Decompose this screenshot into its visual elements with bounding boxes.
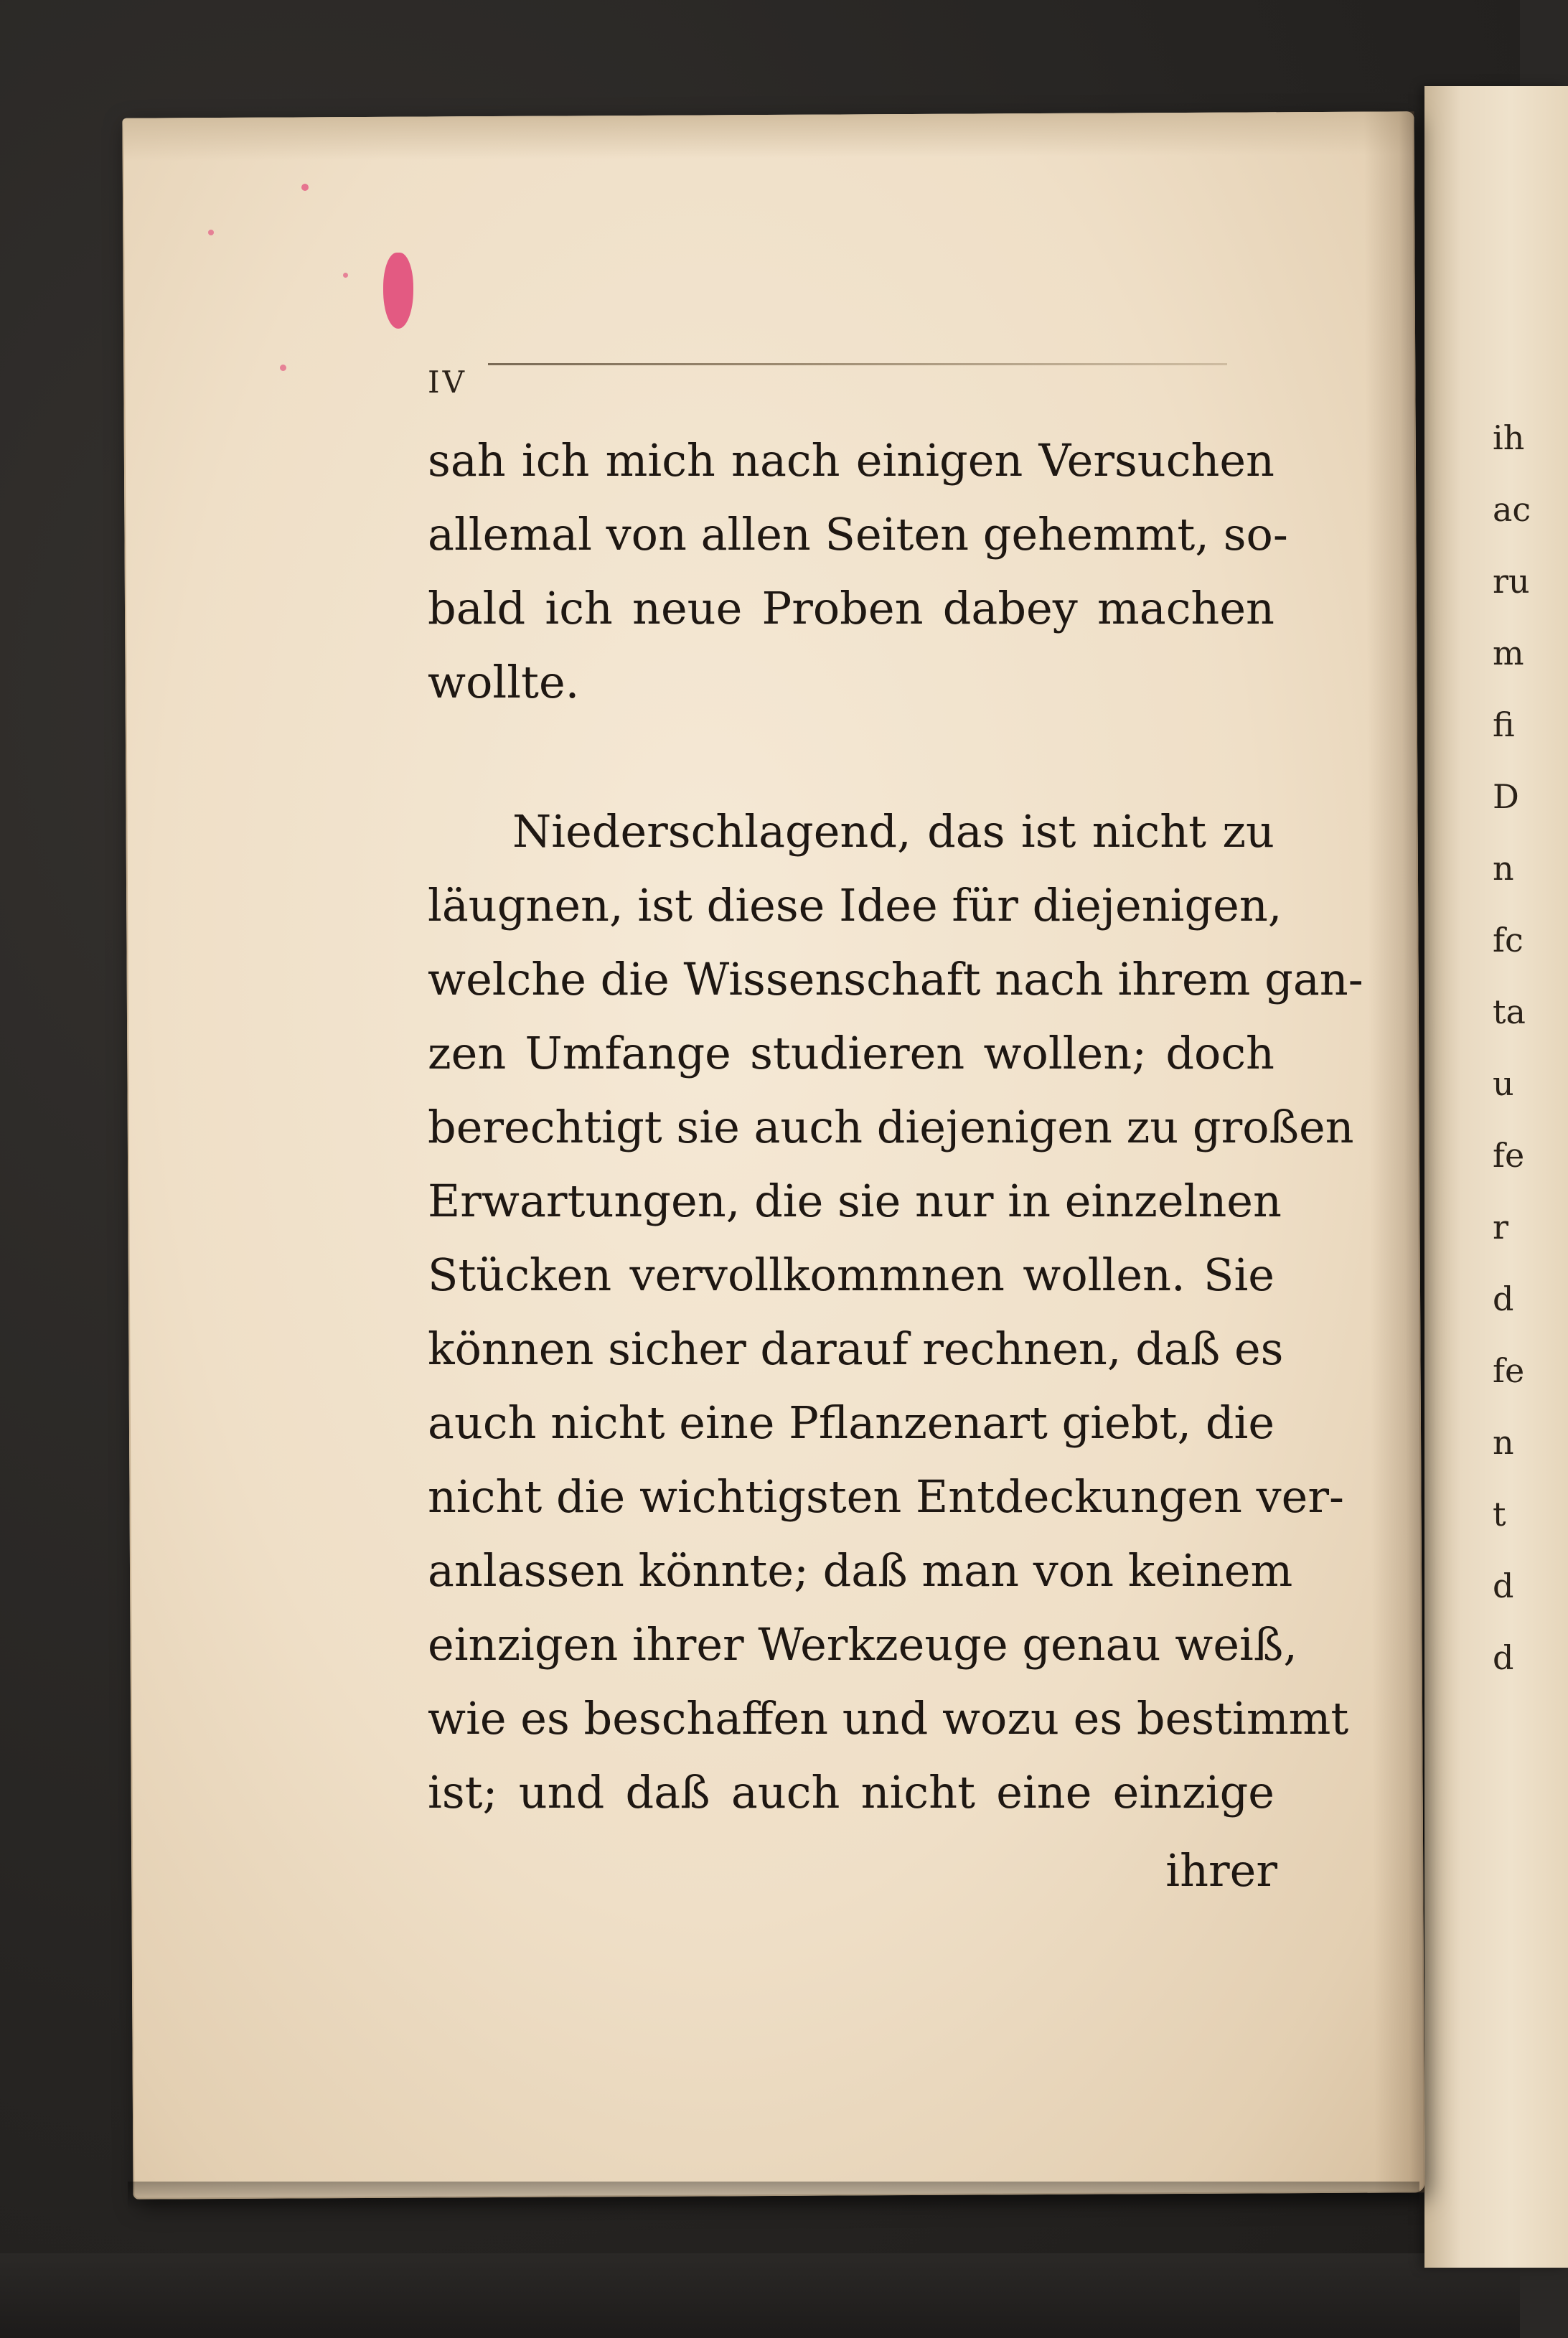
dark-cloth-background [0,2253,1520,2338]
text-line: sah ich mich nach einigen Versuchen [428,434,1274,487]
text-line: Niederschlagend, das ist nicht zu [512,805,1274,858]
paragraph-gap [428,719,1274,794]
facing-letter: fc [1493,921,1524,959]
text-line: einzigen ihrer Werkzeuge genau weiß, [428,1618,1297,1671]
text-line: bald ich neue Proben dabey machen [428,582,1274,634]
text-line: allemal von allen Seiten gehemmt, so- [428,508,1288,560]
facing-letter: fi [1493,705,1515,744]
catchword: ihrer [1165,1844,1277,1897]
text-line: Erwartungen, die sie nur in einzelnen [428,1175,1282,1227]
facing-letter: r [1493,1208,1508,1247]
facing-letter: d [1493,1638,1514,1677]
facing-letter: ac [1493,490,1531,529]
pink-ink-dot [208,230,214,235]
text-line: Stücken vervollkommnen wollen. Sie [428,1249,1274,1301]
text-line: welche die Wissenschaft nach ihrem gan- [428,953,1363,1005]
text-line: wollte. [428,656,580,708]
facing-page-text [1493,402,1531,1694]
page-number: IV [428,365,467,400]
facing-letter: t [1493,1495,1506,1534]
facing-letter: n [1493,1423,1514,1462]
page-bottom-shadow [128,2182,1419,2210]
facing-letter: fe [1493,1136,1525,1175]
facing-letter: n [1493,849,1514,888]
pink-ink-dot [301,184,309,191]
page-gutter-shadow [1363,111,1424,2192]
facing-letter: d [1493,1567,1514,1605]
facing-letter: m [1493,634,1524,672]
facing-letter: ih [1493,418,1525,457]
text-line: berechtigt sie auch diejenigen zu großen [428,1101,1354,1153]
facing-letter: fe [1493,1351,1525,1390]
facing-letter: u [1493,1064,1514,1103]
body-text [428,423,1363,1829]
text-line: zen Umfange studieren wollen; doch [428,1027,1274,1079]
page-top-edge [122,111,1414,161]
pink-ink-dot [343,273,348,278]
facing-letter: ru [1493,562,1530,601]
text-line: läugnen, ist diese Idee für diejenigen, [428,879,1282,931]
pink-ink-stain [383,253,413,329]
text-line: können sicher darauf rechnen, daß es [428,1323,1284,1375]
text-line: auch nicht eine Pflanzenart giebt, die [428,1396,1275,1449]
header-rule [488,363,1227,365]
text-line: ist; und daß auch nicht eine einzige [428,1766,1274,1818]
pink-ink-dot [280,365,286,371]
facing-letter: ta [1493,992,1526,1031]
text-line: anlassen könnte; daß man von keinem [428,1544,1293,1597]
text-line: wie es beschaffen und wozu es bestimmt [428,1692,1349,1745]
facing-letter: D [1493,777,1519,816]
facing-letter: d [1493,1280,1514,1318]
text-line: nicht die wichtigsten Entdeckungen ver- [428,1470,1344,1523]
